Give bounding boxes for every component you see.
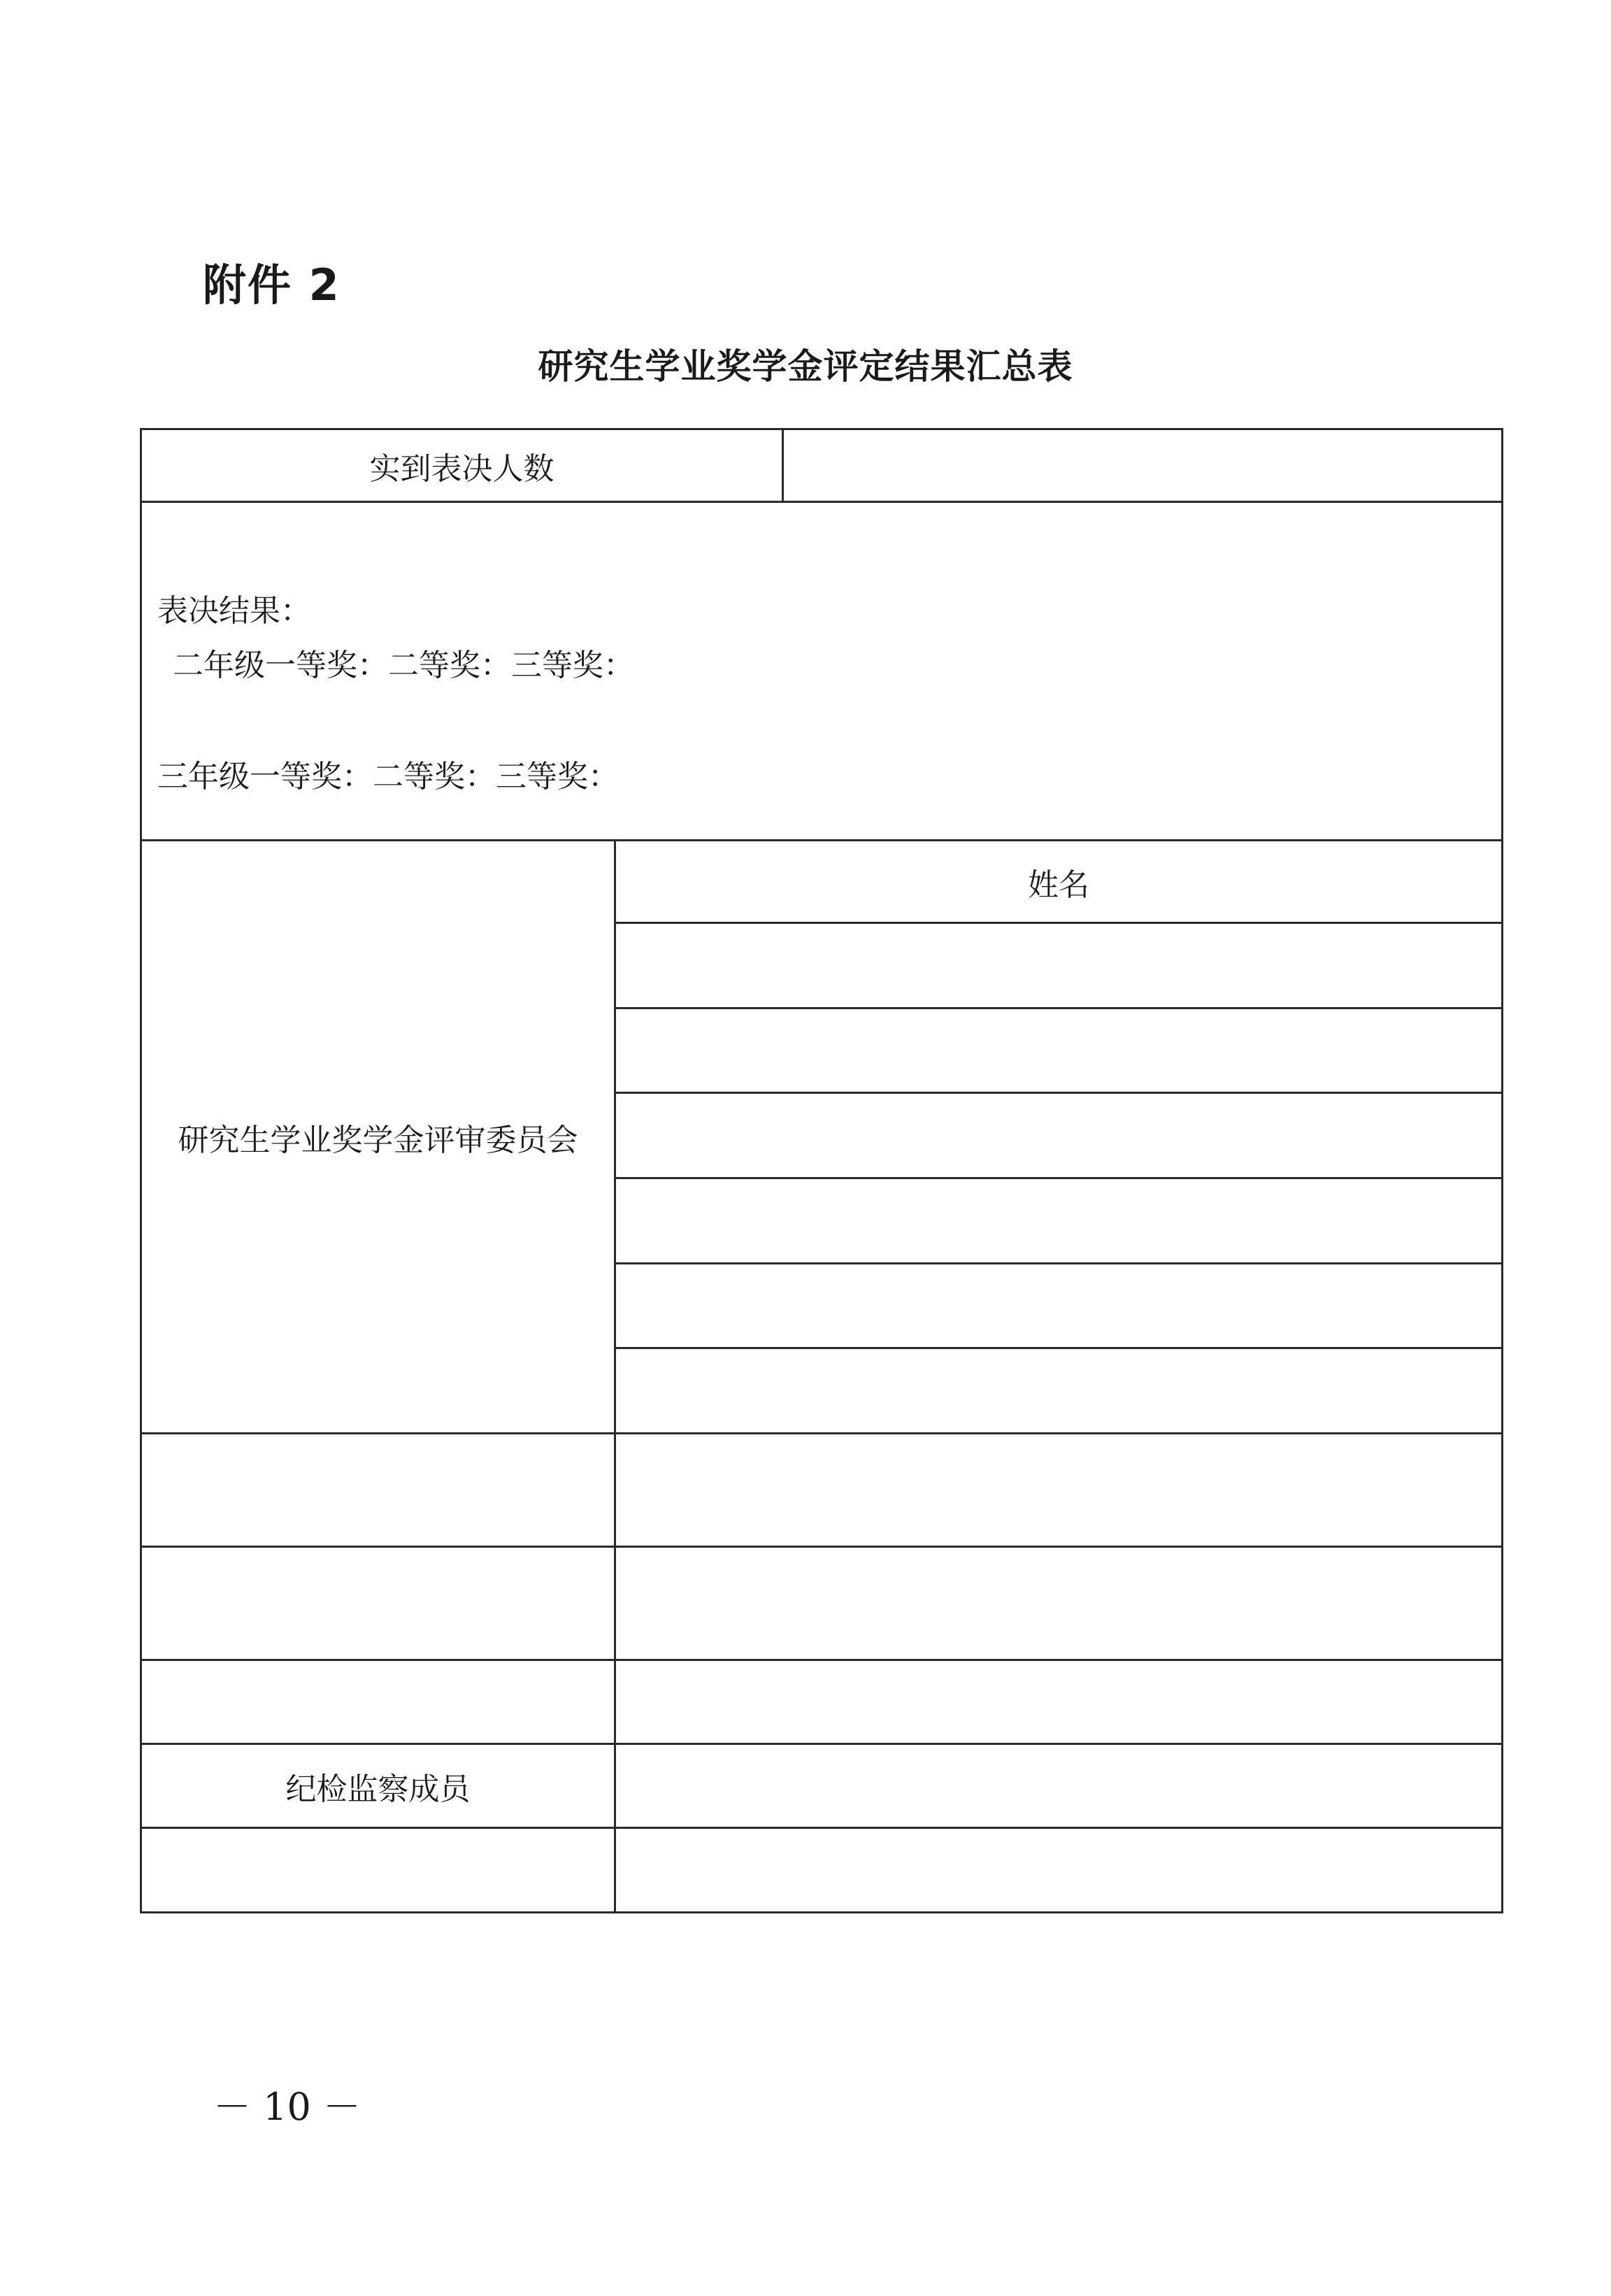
committee-name-field-2[interactable] <box>616 1009 1501 1094</box>
voting-results-heading: 表决结果： <box>157 593 311 629</box>
blank-row-2 <box>142 1548 1501 1661</box>
discipline-row <box>142 1745 1501 1829</box>
blank-row-1 <box>142 1434 1501 1548</box>
grade3-awards-line: 三年级一等奖：二等奖：三等奖： <box>157 759 619 794</box>
blank-row-3 <box>142 1661 1501 1745</box>
committee-label: 研究生学业奖学金评审委员会 <box>178 1122 578 1158</box>
voting-results-cell[interactable] <box>142 503 1501 841</box>
committee-names-column <box>614 841 1501 1432</box>
blank-name-field-3[interactable] <box>614 1661 1501 1743</box>
discipline-name-field[interactable] <box>614 1745 1501 1827</box>
committee-row <box>142 841 1501 1434</box>
name-column-header: 姓名 <box>616 841 1501 924</box>
blank-name-field-1[interactable] <box>614 1434 1501 1546</box>
committee-name-field-1[interactable] <box>616 924 1501 1009</box>
committee-name-field-3[interactable] <box>616 1094 1501 1179</box>
attendance-value-field[interactable] <box>782 430 1501 501</box>
blank-label-field-1[interactable] <box>142 1434 614 1546</box>
blank-name-field-2[interactable] <box>614 1548 1501 1659</box>
blank-label-field-4[interactable] <box>142 1829 614 1911</box>
blank-row-4 <box>142 1829 1501 1911</box>
attendance-row <box>142 430 1501 503</box>
grade2-awards-line: 二年级一等奖：二等奖：三等奖： <box>173 648 634 683</box>
committee-name-field-6[interactable] <box>616 1349 1501 1432</box>
page-number: － 10 － <box>213 2085 361 2129</box>
blank-label-field-2[interactable] <box>142 1548 614 1659</box>
blank-name-field-4[interactable] <box>614 1829 1501 1911</box>
committee-name-field-4[interactable] <box>616 1179 1501 1264</box>
summary-table <box>140 428 1503 1913</box>
document-title: 研究生学业奖学金评定结果汇总表 <box>538 346 1073 387</box>
attachment-label: 附件 2 <box>203 259 341 311</box>
discipline-label: 纪检监察成员 <box>285 1771 471 1807</box>
attendance-label: 实到表决人数 <box>369 450 554 487</box>
blank-label-field-3[interactable] <box>142 1661 614 1743</box>
committee-name-field-5[interactable] <box>616 1264 1501 1350</box>
